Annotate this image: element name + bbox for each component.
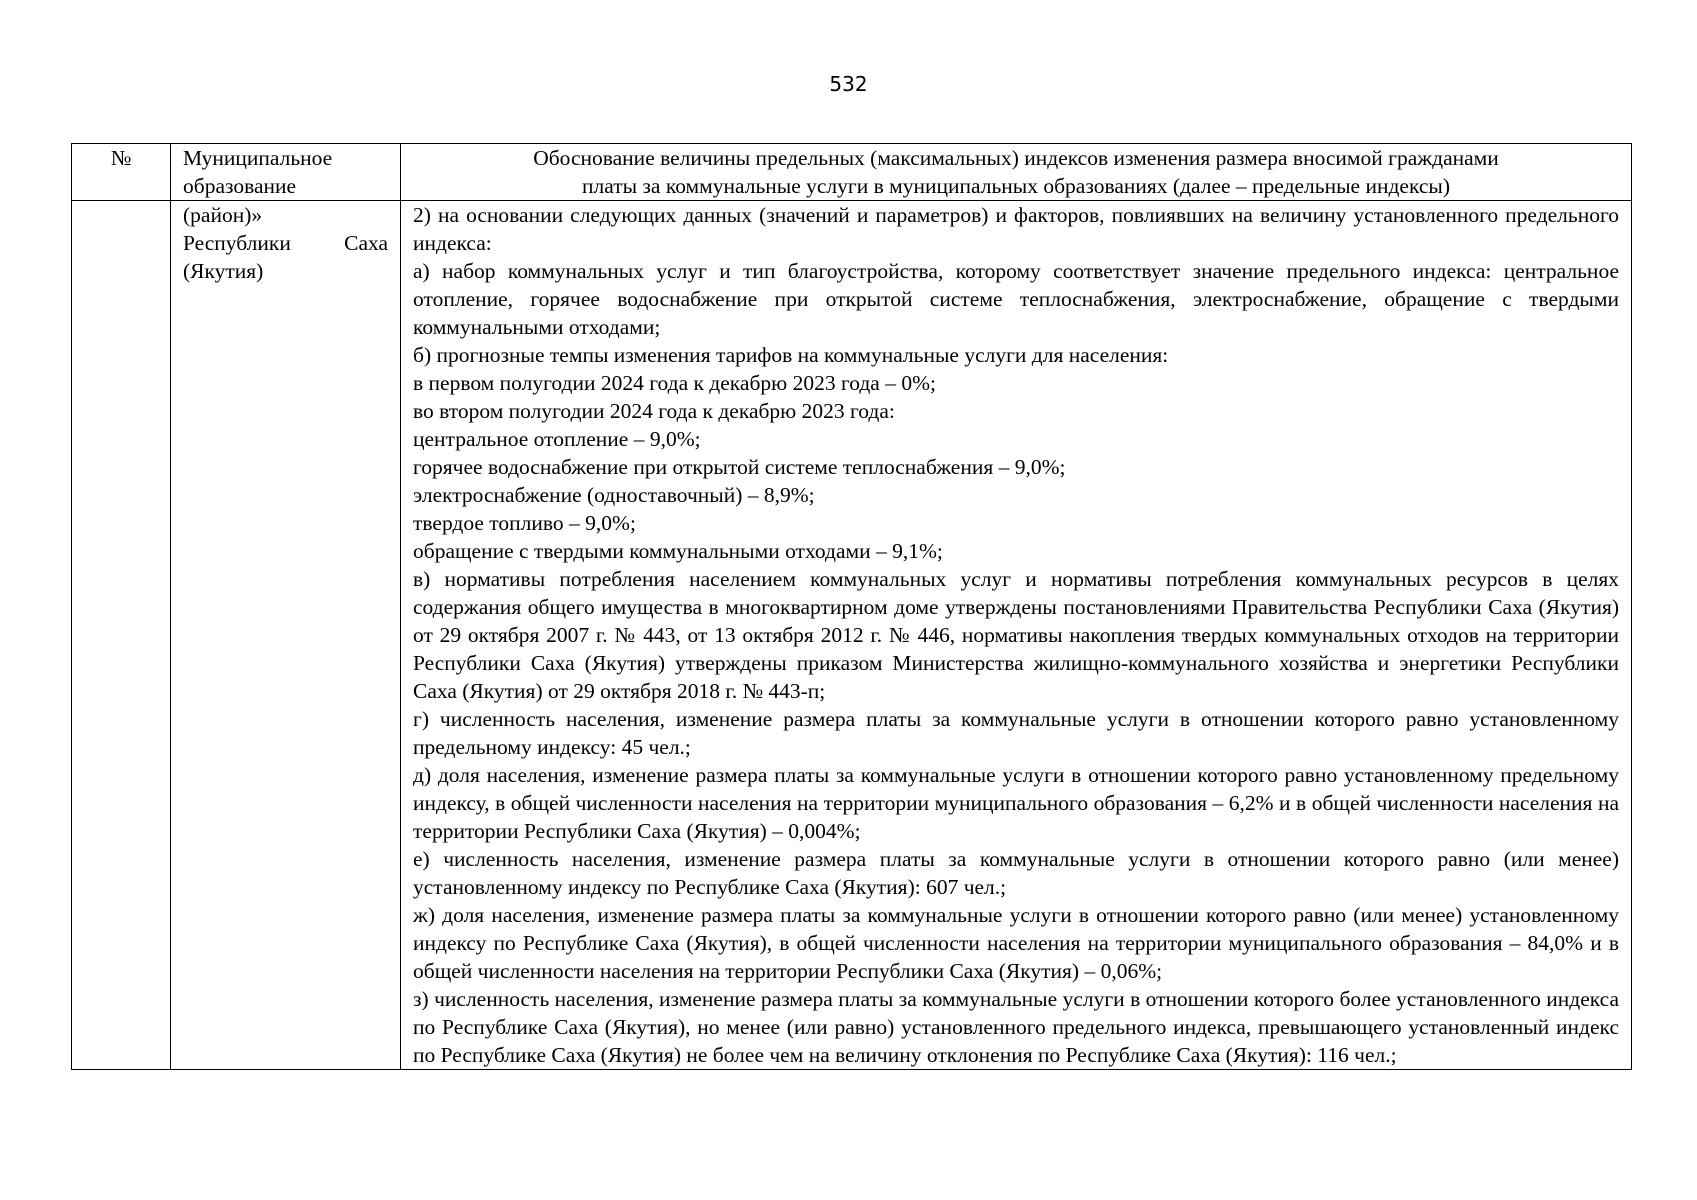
- row-number-cell: [72, 201, 171, 1070]
- justification-paragraph: з) численность населения, изменение размера платы за коммунальные услуги в отношении которого более установленного индекса по Республике Саха (Якутия), но менее (или равно) установленного предельного индекса, превышающего установленный индекс по Республике Саха (Якутия) не более чем на величину отклонения по Республике Саха (Якутия): 116 чел.;: [413, 987, 1619, 1067]
- municipality-line: Республики Саха: [183, 231, 388, 255]
- justification-paragraph: твердое топливо – 9,0%;: [413, 511, 636, 535]
- row-justification-cell: [401, 201, 1632, 1070]
- justification-paragraph: центральное отопление – 9,0%;: [413, 427, 701, 451]
- justification-paragraph: в первом полугодии 2024 года к декабрю 2023 года – 0%;: [413, 371, 936, 395]
- justification-paragraph: д) доля населения, изменение размера платы за коммунальные услуги в отношении которого равно установленному предельному индексу, в общей численности населения на территории муниципального образования – 6,2% и в общей численности населения на территории Республики Саха (Якутия) – 0,004%;: [413, 763, 1619, 843]
- justification-paragraph: а) набор коммунальных услуг и тип благоустройства, которому соответствует значение предельного индекса: центральное отопление, горячее водоснабжение при открытой системе теплоснабжения, электроснабжение, обращение с твердыми коммунальными отходами;: [413, 259, 1619, 339]
- header-justification-line1: Обоснование величины предельных (максимальных) индексов изменения размера вносимой гражданами: [533, 146, 1499, 170]
- justification-paragraph: ж) доля населения, изменение размера платы за коммунальные услуги в отношении которого равно (или менее) установленному индексу по Республике Саха (Якутия), в общей численности населения на территории муниципального образования – 84,0% и в общей численности населения на территории Республики Саха (Якутия) – 0,06%;: [413, 903, 1619, 983]
- header-number: №: [72, 144, 171, 201]
- row-municipality-cell: [171, 201, 401, 1070]
- justification-paragraph: горячее водоснабжение при открытой системе теплоснабжения – 9,0%;: [413, 455, 1066, 479]
- header-municipality: [171, 144, 401, 201]
- justification-paragraph: во втором полугодии 2024 года к декабрю 2023 года:: [413, 399, 895, 423]
- justification-table: [71, 143, 1632, 1070]
- justification-paragraph: г) численность населения, изменение размера платы за коммунальные услуги в отношении которого равно установленному предельному индексу: 45 чел.;: [413, 707, 1619, 759]
- justification-paragraph: б) прогнозные темпы изменения тарифов на коммунальные услуги для населения:: [413, 343, 1169, 367]
- municipality-line: (район)»: [183, 203, 263, 227]
- justification-paragraph: обращение с твердыми коммунальными отходами – 9,1%;: [413, 539, 943, 563]
- justification-paragraph: 2) на основании следующих данных (значений и параметров) и факторов, повлиявших на величину установленного предельного индекса:: [413, 203, 1619, 255]
- table-header-row: [72, 144, 1632, 201]
- justification-paragraph: в) нормативы потребления населением коммунальных услуг и нормативы потребления коммунальных ресурсов в целях содержания общего имущества в многоквартирном доме утверждены постановлениями Правительства Республики Саха (Якутия) от 29 октября 2007 г. № 443, от 13 октября 2012 г. № 446, нормативы накопления твердых коммунальных отходов на территории Республики Саха (Якутия) утверждены приказом Министерства жилищно-коммунального хозяйства и энергетики Республики Саха (Якутия) от 29 октября 2018 г. № 443-п;: [413, 567, 1619, 703]
- header-justification-line2: платы за коммунальные услуги в муниципальных образованиях (далее – предельные индексы): [582, 174, 1450, 198]
- page-number: 532: [829, 72, 868, 96]
- header-justification: [401, 144, 1632, 201]
- table-row: [72, 201, 1632, 1070]
- justification-paragraph: е) численность населения, изменение размера платы за коммунальные услуги в отношении которого равно (или менее) установленному индексу по Республике Саха (Якутия): 607 чел.;: [413, 847, 1619, 899]
- header-municipality-line2: образование: [183, 174, 297, 198]
- justification-paragraph: электроснабжение (одноставочный) – 8,9%;: [413, 483, 815, 507]
- header-municipality-line1: Муниципальное: [183, 146, 333, 170]
- municipality-line: (Якутия): [183, 259, 264, 283]
